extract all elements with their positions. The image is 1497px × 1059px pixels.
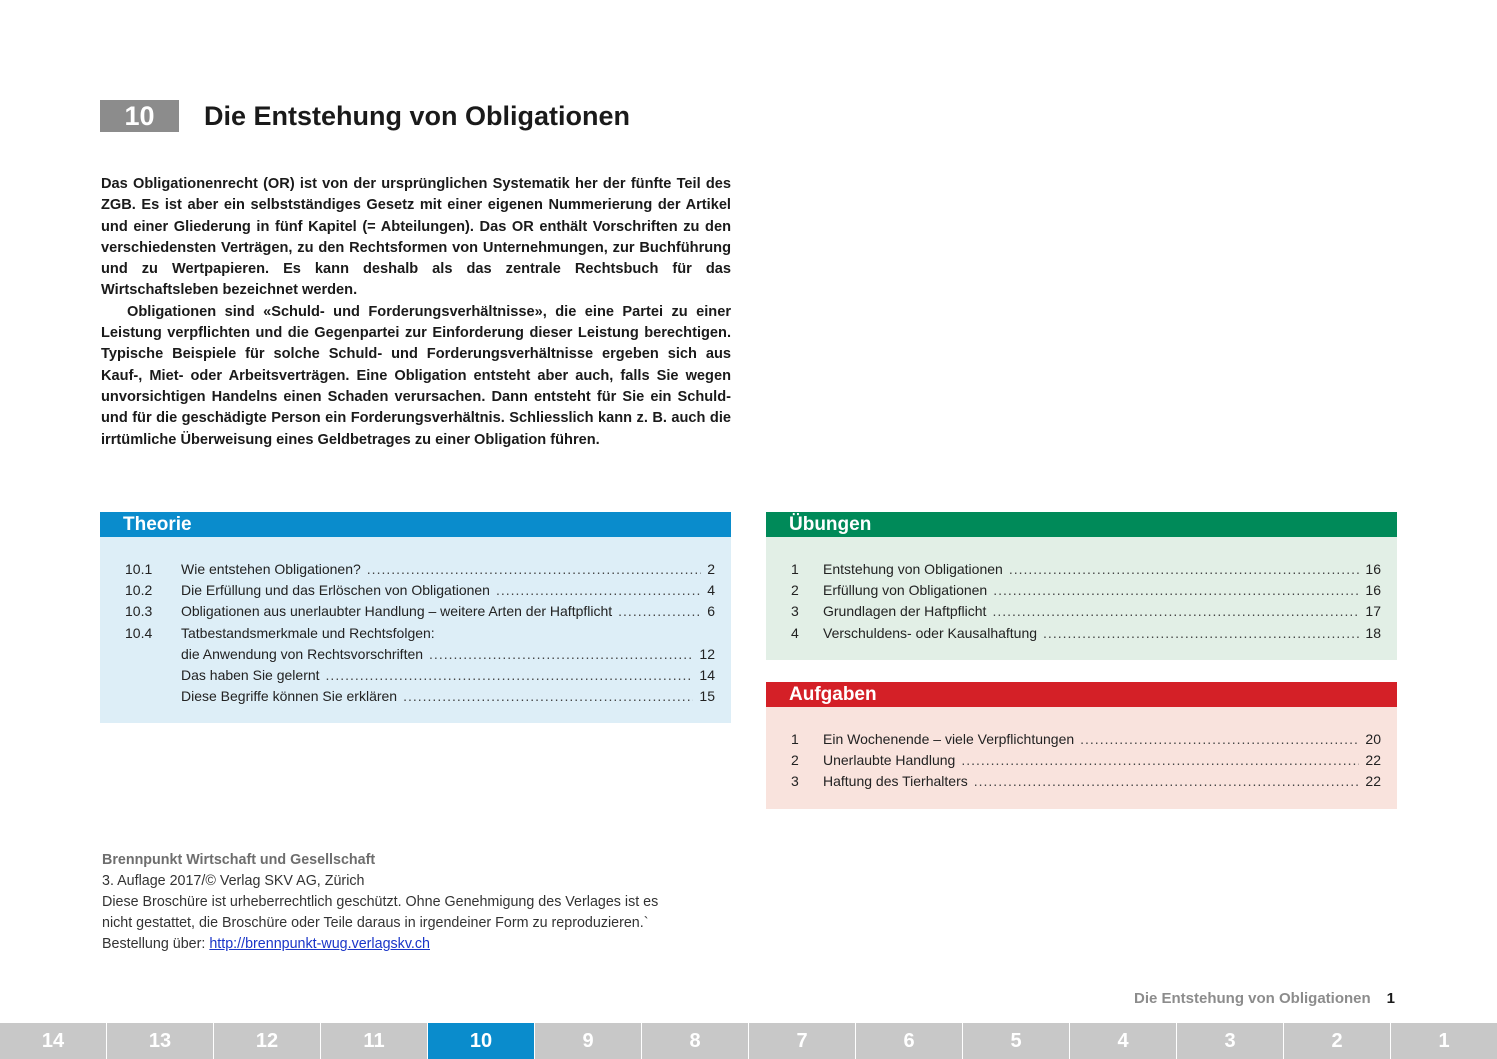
toc-entry[interactable] bbox=[791, 729, 1381, 750]
toc-entry-number: 3 bbox=[791, 773, 799, 790]
toc-entry-page: 20 bbox=[1365, 731, 1381, 747]
toc-entry-page: 16 bbox=[1365, 561, 1381, 577]
toc-entry-page: 6 bbox=[707, 603, 715, 620]
chapter-tab[interactable]: 4 bbox=[1070, 1023, 1177, 1059]
order-label: Bestellung über: bbox=[102, 936, 206, 952]
toc-leader-dots bbox=[1009, 559, 1360, 580]
intro-text bbox=[101, 174, 731, 451]
toc-entry-title: Das haben Sie gelernt bbox=[181, 667, 320, 684]
toc-leader-dots bbox=[974, 771, 1360, 792]
toc-entry[interactable] bbox=[125, 665, 715, 686]
toc-entry-page: 18 bbox=[1365, 624, 1381, 641]
toc-leader-dots bbox=[961, 750, 1359, 771]
toc-entry-title: Verschuldens- oder Kausalhaftung bbox=[823, 624, 1038, 641]
toc-leader-dots bbox=[618, 601, 701, 622]
toc-entry[interactable] bbox=[791, 750, 1381, 771]
chapter-title: Die Entstehung von Obligationen bbox=[204, 100, 631, 131]
toc-entry-title: Tatbestandsmerkmale und Rechtsfolgen: bbox=[181, 624, 435, 641]
toc-entry[interactable] bbox=[791, 559, 1381, 580]
toc-entry[interactable] bbox=[125, 644, 715, 665]
intro-paragraph-1: Das Obligationenrecht (OR) ist von der ursprünglichen Systematik her der fünfte Teil des ZGB. Es ist aber ein selbstständiges Gesetz mit einer eigenen Nummerierung der Artikel und einer Gliederung in fünf Kapitel (= Abteilungen). Das OR enthält Vorschriften zu den verschiedensten Verträgen, zu den Rechtsformen von Unternehmungen, zur Buchführung und zu Wertpapieren. Es kann deshalb als das zentrale Rechtsbuch für das Wirtschaftsleben bezeichnet werden. bbox=[101, 176, 731, 299]
aufgaben-box bbox=[766, 682, 1397, 809]
order-link[interactable]: http://brennpunkt-wug.verlagskv.ch bbox=[209, 936, 430, 952]
toc-leader-dots bbox=[992, 601, 1359, 622]
chapter-tab[interactable]: 10 bbox=[428, 1023, 535, 1059]
aufgaben-heading: Aufgaben bbox=[766, 682, 1397, 707]
toc-entry-page: 16 bbox=[1365, 582, 1381, 599]
chapter-tab[interactable]: 14 bbox=[0, 1023, 107, 1059]
toc-leader-dots bbox=[993, 580, 1359, 601]
toc-entry-title: Erfüllung von Obligationen bbox=[823, 582, 988, 599]
uebungen-list bbox=[766, 537, 1397, 658]
toc-entry-title: Die Erfüllung und das Erlöschen von Obligationen bbox=[181, 582, 490, 599]
toc-leader-dots bbox=[496, 580, 701, 601]
toc-entry-number: 10.3 bbox=[125, 603, 153, 620]
chapter-number-badge: 10 bbox=[100, 100, 179, 132]
theorie-list bbox=[100, 537, 731, 721]
chapter-header bbox=[100, 100, 630, 132]
toc-entry[interactable] bbox=[125, 623, 715, 644]
order-line bbox=[102, 934, 658, 955]
theorie-box bbox=[100, 512, 731, 723]
toc-leader-dots bbox=[403, 686, 693, 707]
edition-line: 3. Auflage 2017/© Verlag SKV AG, Zürich bbox=[102, 873, 365, 889]
toc-leader-dots bbox=[326, 665, 694, 686]
book-title: Brennpunkt Wirtschaft und Gesellschaft bbox=[102, 852, 376, 868]
chapter-tab[interactable]: 12 bbox=[214, 1023, 321, 1059]
toc-entry-number: 3 bbox=[791, 603, 799, 620]
toc-entry[interactable] bbox=[791, 601, 1381, 622]
imprint bbox=[102, 850, 658, 955]
uebungen-heading: Übungen bbox=[766, 512, 1397, 537]
toc-entry-title: Wie entstehen Obligationen? bbox=[181, 561, 361, 577]
toc-entry[interactable] bbox=[791, 580, 1381, 601]
chapter-tab-bar bbox=[0, 1023, 1497, 1059]
toc-entry-title: Obligationen aus unerlaubter Handlung – weitere Arten der Haftpflicht bbox=[181, 603, 613, 620]
toc-entry-number: 10.1 bbox=[125, 561, 153, 577]
chapter-tab[interactable]: 7 bbox=[749, 1023, 856, 1059]
toc-entry-page: 15 bbox=[699, 688, 715, 705]
toc-leader-dots bbox=[1043, 623, 1359, 644]
toc-entry-number: 2 bbox=[791, 582, 799, 599]
chapter-tab[interactable]: 11 bbox=[321, 1023, 428, 1059]
toc-entry-number: 2 bbox=[791, 752, 799, 769]
toc-entry-page: 4 bbox=[707, 582, 715, 599]
toc-leader-dots bbox=[429, 644, 693, 665]
toc-entry-title: Diese Begriffe können Sie erklären bbox=[181, 688, 398, 705]
copyright-line-2: nicht gestattet, die Broschüre oder Teile daraus in irgendeiner Form zu reproduzieren.` bbox=[102, 915, 649, 931]
toc-entry-title: Grundlagen der Haftpflicht bbox=[823, 603, 987, 620]
toc-entry[interactable] bbox=[125, 559, 715, 580]
chapter-tab[interactable]: 5 bbox=[963, 1023, 1070, 1059]
toc-entry-title: Entstehung von Obligationen bbox=[823, 561, 1003, 577]
toc-entry-title: die Anwendung von Rechtsvorschriften bbox=[181, 645, 424, 662]
running-title: Die Entstehung von Obligationen bbox=[1133, 990, 1371, 1007]
chapter-tab[interactable]: 13 bbox=[107, 1023, 214, 1059]
chapter-tab[interactable]: 3 bbox=[1177, 1023, 1284, 1059]
toc-entry-number: 10.2 bbox=[125, 582, 153, 599]
chapter-tab[interactable]: 8 bbox=[642, 1023, 749, 1059]
toc-entry-title: Haftung des Tierhalters bbox=[823, 773, 968, 790]
toc-entry-page: 22 bbox=[1365, 752, 1381, 769]
toc-entry-title: Unerlaubte Handlung bbox=[823, 752, 956, 769]
chapter-tab[interactable]: 6 bbox=[856, 1023, 963, 1059]
toc-entry[interactable] bbox=[125, 601, 715, 622]
toc-entry-title: Ein Wochenende – viele Verpflichtungen bbox=[823, 731, 1075, 747]
toc-entry-page: 22 bbox=[1365, 773, 1381, 790]
copyright-line-1: Diese Broschüre ist urheberrechtlich geschützt. Ohne Genehmigung des Verlages ist es bbox=[102, 894, 659, 910]
chapter-tab[interactable]: 9 bbox=[535, 1023, 642, 1059]
toc-entry[interactable] bbox=[125, 686, 715, 707]
page-number: 1 bbox=[1386, 990, 1395, 1007]
toc-entry[interactable] bbox=[125, 580, 715, 601]
toc-entry-number: 1 bbox=[791, 731, 799, 747]
toc-entry-page: 14 bbox=[699, 667, 715, 684]
theorie-heading: Theorie bbox=[100, 512, 731, 537]
toc-entry[interactable] bbox=[791, 771, 1381, 792]
toc-leader-dots bbox=[1080, 729, 1359, 750]
running-header bbox=[1134, 990, 1395, 1007]
chapter-tab[interactable]: 2 bbox=[1284, 1023, 1391, 1059]
toc-entry-number: 1 bbox=[791, 561, 799, 577]
toc-entry[interactable] bbox=[791, 623, 1381, 644]
toc-leader-dots bbox=[367, 559, 701, 580]
aufgaben-list bbox=[766, 707, 1397, 807]
toc-entry-page: 17 bbox=[1365, 603, 1381, 620]
intro-paragraph-2: Obligationen sind «Schuld- und Forderungsverhältnisse», die eine Partei zu einer Leistung verpflichten und die Gegenpartei zur Einforderung dieser Leistung berechtigen. Typische Beispiele für solche Schuld- und Forderungsverhältnisse ergeben sich aus Kauf-, Miet- oder Arbeitsverträgen. Eine Obligation entsteht aber auch, falls Sie wegen unvorsichtigen Handelns einen Schaden verursachen. Dann entsteht für Sie ein Schuld- und für die geschädigte Person ein Forderungsverhältnis. Schliesslich kann z. B. auch die irrtümliche Überweisung eines Geldbetrages zu einer Obligation führen. bbox=[101, 303, 731, 448]
toc-entry-page: 2 bbox=[707, 561, 715, 577]
toc-entry-number: 4 bbox=[791, 624, 799, 641]
toc-entry-page: 12 bbox=[699, 645, 715, 662]
uebungen-box bbox=[766, 512, 1397, 660]
chapter-tab[interactable]: 1 bbox=[1391, 1023, 1497, 1059]
toc-entry-number: 10.4 bbox=[125, 624, 153, 641]
